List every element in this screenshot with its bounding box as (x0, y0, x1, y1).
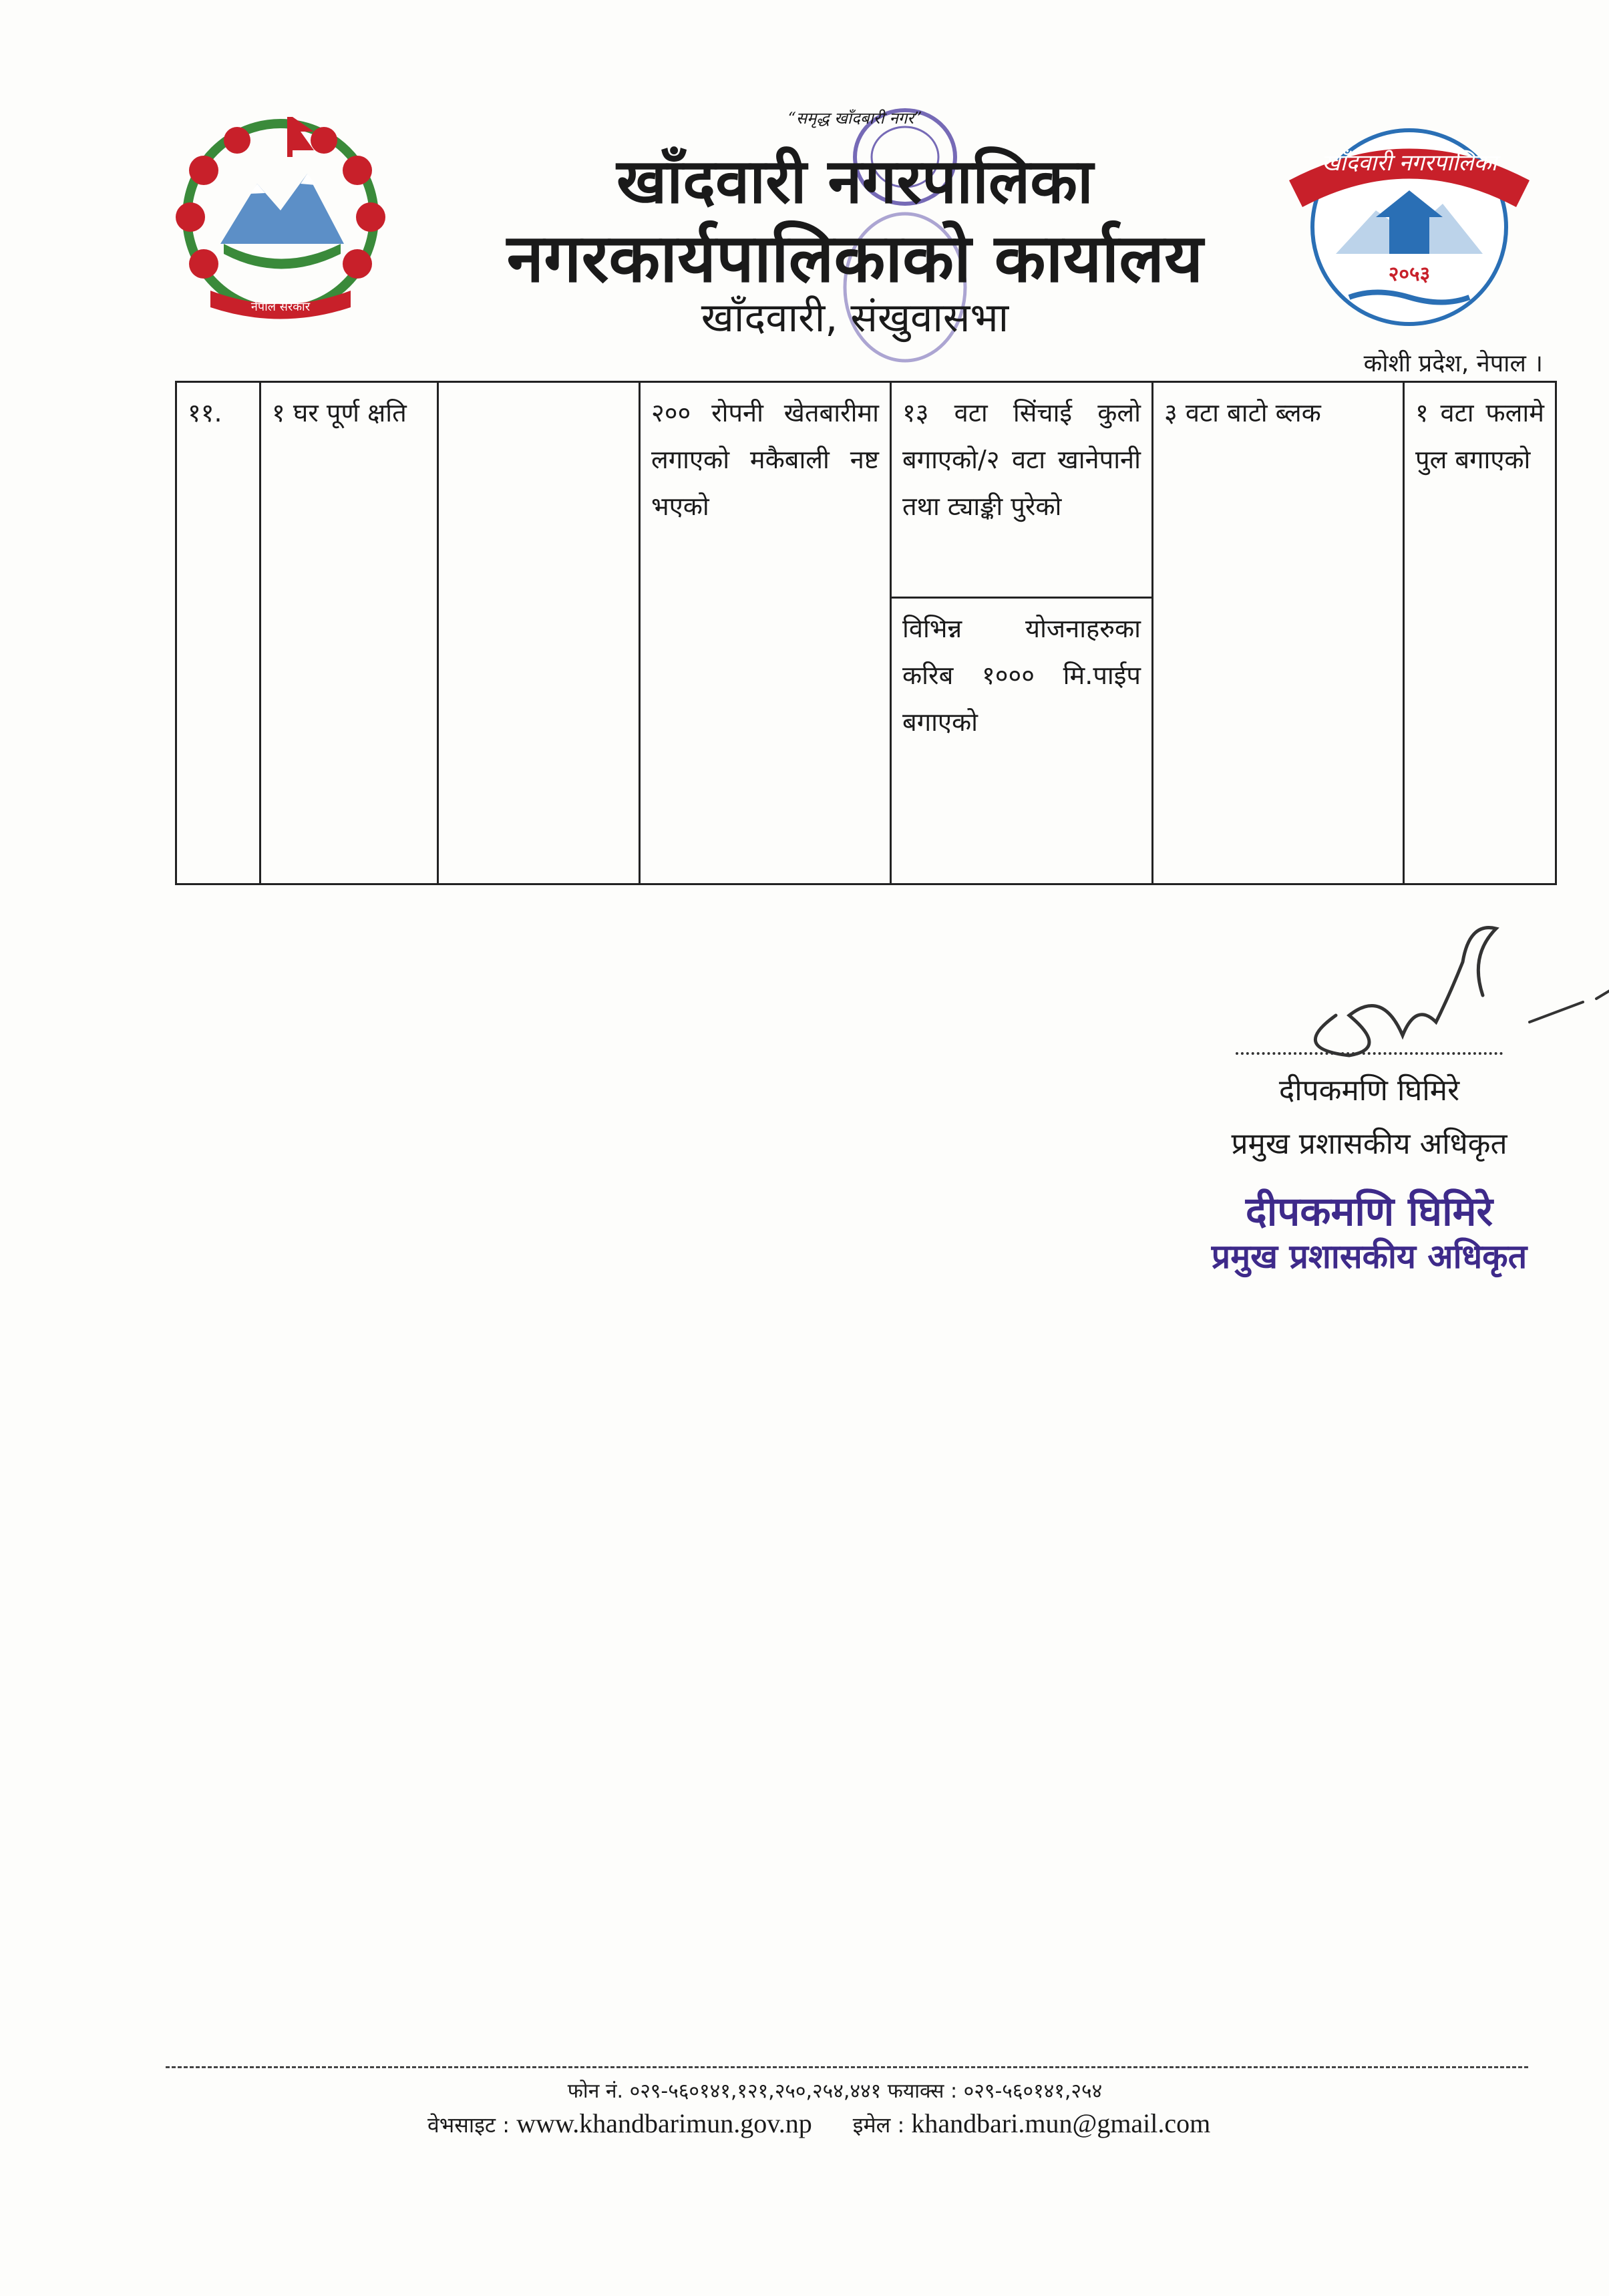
signature-icon (1249, 915, 1609, 1069)
slogan: “समृद्ध खाँदबारी नगर” (787, 109, 922, 128)
right-emblem-year: २०५३ (1388, 263, 1431, 286)
office-title-line2: नगरकार्यपालिकाको कार्यालय (506, 219, 1204, 297)
signatory-name: दीपकमणि घिमिरे (1278, 1074, 1460, 1108)
bridge-damage-cell: १ वटा फलामे पुल बगाएको (1404, 382, 1556, 884)
empty-cell (438, 382, 640, 884)
email-label: इमेल : (852, 2112, 905, 2138)
stamp-name: दीपकमणि घिमिरे (1245, 1188, 1493, 1235)
right-emblem-text: खाँदवारी नगरपालिका (1321, 150, 1497, 176)
damage-table (175, 381, 1557, 885)
house-damage-cell: १ घर पूर्ण क्षति (260, 382, 438, 884)
irrigation-bottom-cell: विभिन्न योजनाहरुका करिब १००० मि.पाईप बगाएको (902, 614, 1141, 737)
office-title-line1: खाँदवारी नगरपालिका (616, 146, 1093, 217)
nepal-emblem-icon (157, 110, 404, 331)
footer-divider (166, 2066, 1528, 2068)
serial-cell: ११. (176, 382, 260, 884)
email-link[interactable]: khandbari.mun@gmail.com (911, 2108, 1211, 2138)
irrigation-cell (891, 382, 1153, 884)
footer-phone: फोन नं. ०२९-५६०१४१,१२१,२५०,२५४,४४१ फयाक्स : ०२९-५६०१४१,२५४ (567, 2080, 1103, 2103)
website-link[interactable]: www.khandbarimun.gov.np (516, 2108, 812, 2138)
signature-line (1236, 1052, 1503, 1055)
province-line: कोशी प्रदेश, नेपाल । (1363, 350, 1543, 377)
stamp-designation: प्रमुख प्रशासकीय अधिकृत (1211, 1237, 1528, 1276)
road-damage-cell: ३ वटा बाटो ब्लक (1153, 382, 1404, 884)
website-label: वेभसाइट : (427, 2112, 510, 2138)
municipality-logo-icon (1276, 117, 1536, 331)
signatory-designation: प्रमुख प्रशासकीय अधिकृत (1231, 1127, 1507, 1161)
footer-contact (427, 2108, 1296, 2139)
irrigation-top-cell: १३ वटा सिंचाई कुलो बगाएको/२ वटा खानेपानी तथा ट्याङ्की पुरेको (892, 383, 1151, 599)
office-address: खाँदवारी, संखुवासभा (701, 295, 1009, 341)
table-row (176, 382, 1556, 884)
left-emblem-text: नेपाल सरकार (250, 300, 311, 314)
agriculture-damage-cell: २०० रोपनी खेतबारीमा लगाएको मकैबाली नष्ट भएको (640, 382, 891, 884)
